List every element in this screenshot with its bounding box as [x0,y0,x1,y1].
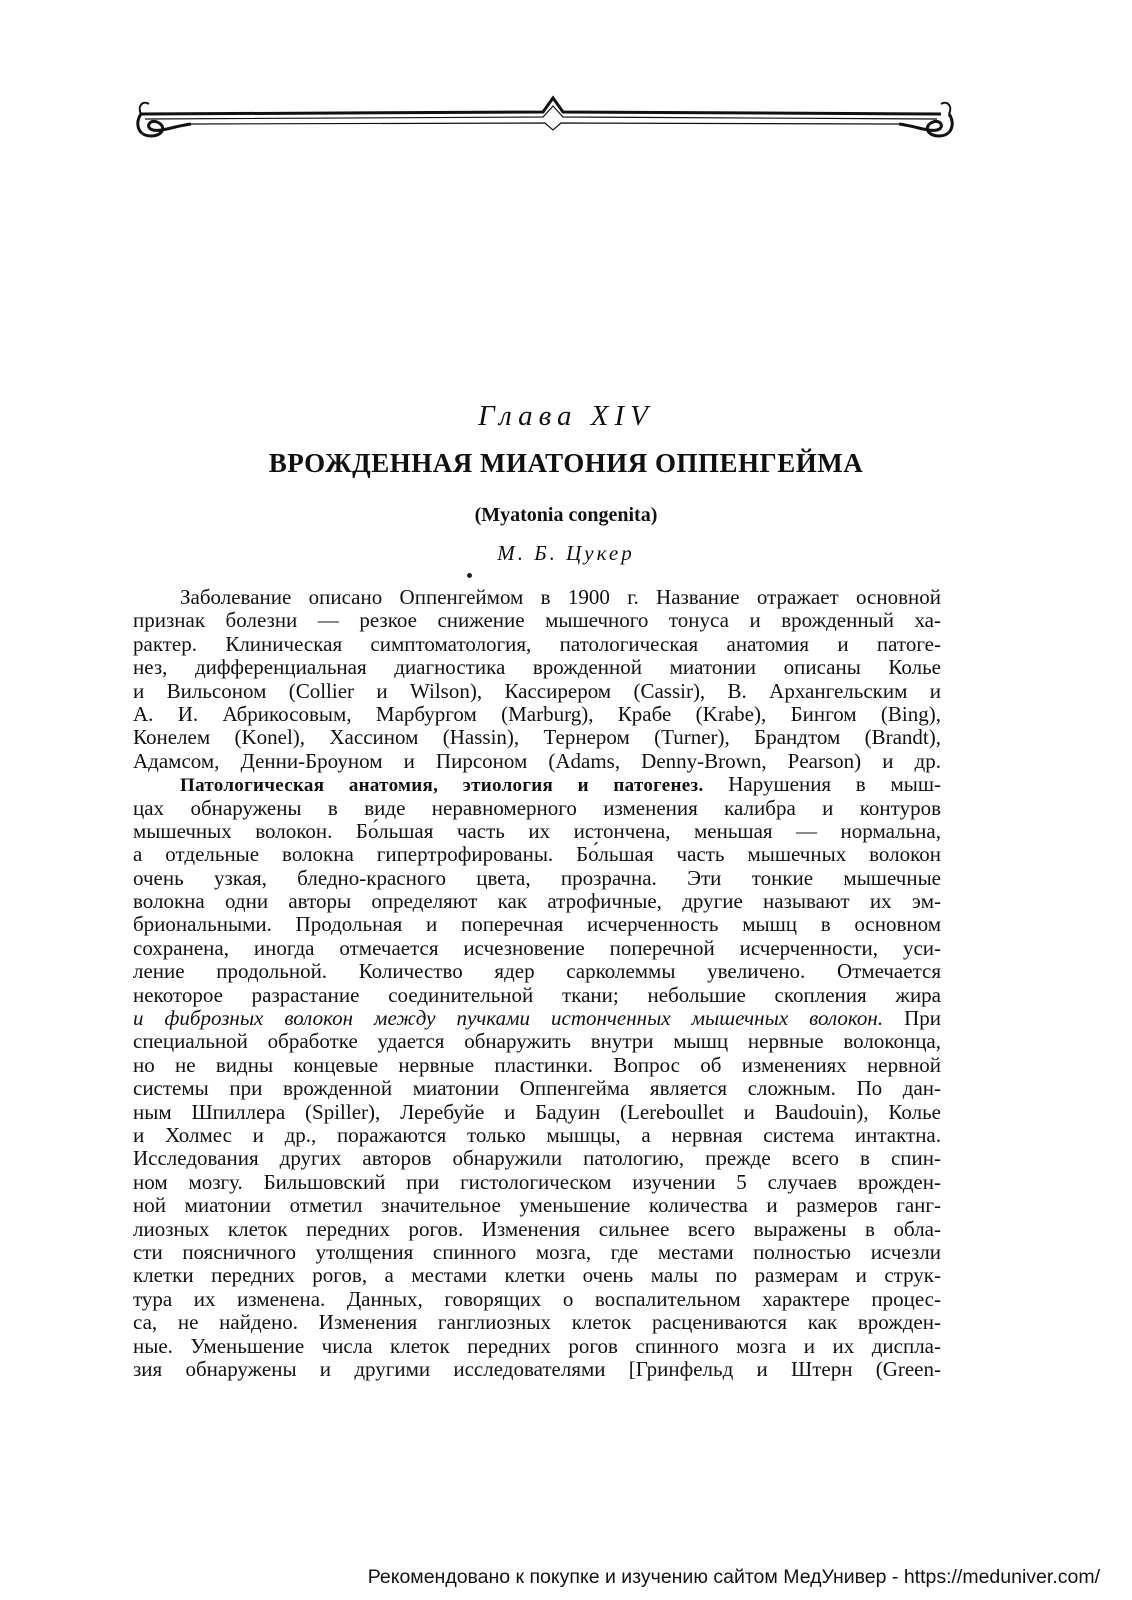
body-line: Заболевание описано Оппенгеймом в 1900 г. Название отражает основной [180,585,941,609]
section-heading: Патологическая анатомия, этиология и патогенез. [180,775,704,797]
body-line: ном мозгу. Бильшовский при гистологическом изучении 5 случаев врожден- [133,1169,941,1194]
body-line: волокна одни авторы определяют как атрофичные, другие называют их эм- [133,889,941,914]
body-line: Исследования других авторов обнаружили патологию, прежде всего в спин- [133,1146,941,1171]
body-line: и Вильсоном (Collier и Wilson), Кассирером (Cassir), В. Архангельским и [133,678,941,703]
body-line: тура их изменена. Данных, говорящих о воспалительном характере процес- [133,1286,941,1311]
body-line: цах обнаружены в виде неравномерного изменения калибра и контуров [133,795,941,820]
body-line: са, не найдено. Изменения ганглиозных клеток расцениваются как врожден- [133,1310,941,1335]
body-line: мышечных волокон. Бо́льшая часть их истончена, меньшая — нормальна, [133,818,941,843]
body-line: очень узкая, бледно-красного цвета, прозрачна. Эти тонкие мышечные [133,865,941,890]
body-line-fragment: При [904,1006,941,1031]
body-line: бриональными. Продольная и поперечная исчерченность мышц в основном [133,912,941,937]
decorative-dot [467,573,472,578]
body-line: и Холмес и др., поражаются только мышцы, а нервная система интактна. [133,1122,941,1147]
chapter-title: ВРОЖДЕННАЯ МИАТОНИЯ ОППЕНГЕЙМА [268,448,864,478]
body-line: ной миатонии отметил значительное уменьшение количества и размеров ганг- [133,1193,941,1218]
body-line: признак болезни — резкое снижение мышечного тонуса и врожденный ха- [133,608,941,633]
body-line: но не видны концевые нервные пластинки. Вопрос об изменениях нервной [133,1052,941,1077]
body-line-section-start [133,773,941,796]
body-line: А. И. Абрикосовым, Марбургом (Marburg), Крабе (Krabe), Бингом (Bing), [133,701,941,726]
body-line: нез, дифференциальная диагностика врожденной миатонии описаны Колье [133,655,941,680]
body-line-italic [133,1007,941,1030]
chapter-author: М. Б. Цукер [497,541,635,565]
body-line: специальной обработке удается обнаружить внутри мышц нервные волоконца, [133,1029,941,1054]
body-line: Адамсом, Денни-Броуном и Пирсоном (Adams, Denny-Brown, Pearson) и др. [133,748,941,773]
body-line: сохранена, иногда отмечается исчезновение поперечной исчерченности, уси- [133,935,941,960]
chapter-subtitle-latin: (Myatonia congenita) [474,504,658,526]
footer-recommendation: Рекомендовано к покупке и изучению сайтом МедУнивер - https://meduniver.com/ [367,1566,1100,1588]
body-line: ным Шпиллера (Spiller), Леребуйе и Бадуин (Lereboullet и Baudouin), Колье [133,1099,941,1124]
body-line: сти поясничного утолщения спинного мозга, где местами полностью исчезли [133,1239,941,1264]
body-line: а отдельные волокна гипертрофированы. Бо́льшая часть мышечных волокон [133,842,941,867]
chapter-number: Глава XIV [478,400,654,432]
body-line: ные. Уменьшение числа клеток передних рогов спинного мозга и их диспла- [133,1333,941,1358]
header-ornament [135,92,955,146]
body-line: ление продольной. Количество ядер сарколеммы увеличено. Отмечается [133,959,941,984]
body-line: зия обнаружены и другими исследователями [Гринфельд и Штерн (Green- [133,1356,941,1381]
body-line-fragment: Нарушения в мыш- [728,772,942,797]
italic-fragment: и фиброзных волокон между пучками истонченных мышечных волокон. [133,1006,884,1031]
body-line: лиозных клеток передних рогов. Изменения сильнее всего выражены в обла- [133,1216,941,1241]
body-line: рактер. Клиническая симптоматология, патологическая анатомия и патоге- [133,631,941,656]
body-line: системы при врожденной миатонии Оппенгейма является сложным. По дан- [133,1076,941,1101]
body-line: Конелем (Konel), Хассином (Hassin), Тернером (Turner), Брандтом (Brandt), [133,725,941,750]
body-line: некоторое разрастание соединительной ткани; небольшие скопления жира [133,982,941,1007]
body-line: клетки передних рогов, а местами клетки очень малы по размерам и струк- [133,1263,941,1288]
body-text [133,586,941,1381]
